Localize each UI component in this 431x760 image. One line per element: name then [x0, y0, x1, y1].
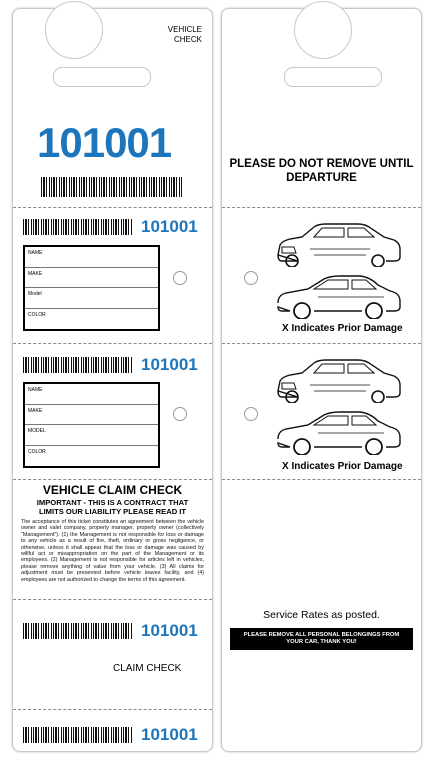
hanger-slot [284, 67, 382, 87]
perforation-line [13, 479, 212, 480]
stub-2-number: 101001 [141, 355, 198, 374]
punch-hole [173, 407, 187, 421]
vehicle-check-label: VEHICLE CHECK [167, 25, 202, 44]
belongings-notice-text: PLEASE REMOVE ALL PERSONAL BELONGINGS FROM YOUR CAR, THANK YOU! [243, 632, 400, 645]
barcode-main [41, 177, 183, 197]
perforation-line [222, 343, 421, 344]
form-label-name: NAME [28, 387, 43, 393]
vehicle-info-form-1 [23, 245, 160, 331]
punch-hole [173, 271, 187, 285]
perforation-line [222, 207, 421, 208]
back-valet-tag [221, 8, 422, 752]
perforation-line [13, 343, 212, 344]
damage-caption-2: X Indicates Prior Damage [282, 461, 403, 472]
damage-caption-1: X Indicates Prior Damage [282, 323, 403, 334]
claim-important: IMPORTANT - THIS IS A CONTRACT THAT LIMITS OUR LIABILITY PLEASE READ IT [36, 498, 189, 516]
punch-hole [244, 407, 258, 421]
stub-1-number: 101001 [141, 217, 198, 236]
perforation-line [13, 599, 212, 600]
perforation-line [13, 207, 212, 208]
ticket-number-large: 101001 [37, 119, 172, 166]
claim-check-label: CLAIM CHECK [113, 663, 182, 674]
punch-hole [244, 271, 258, 285]
perforation-line [222, 479, 421, 480]
front-valet-tag [12, 8, 213, 752]
do-not-remove-notice: PLEASE DO NOT REMOVE UNTIL DEPARTURE [229, 158, 414, 184]
form-label-model: MODEL [28, 428, 46, 434]
service-rates-text: Service Rates as posted. [263, 609, 380, 621]
stub-4-number: 101001 [141, 725, 198, 744]
belongings-notice-box [230, 628, 413, 650]
car-diagram-side-2 [274, 407, 404, 455]
claim-terms: The acceptance of this ticket constitutes an agreement between the vehicle owner and valet company, property manager, property owner (collectively "Management"). (1) the Management is not responsible for loss or damage to any vehicle as a result of fire, theft, ordinary or gross negligence, or otherwise, unless it shall appear that the loss or damage was caused by willful act or misappropriation on the part of the Management or its employees. (2) Management is not responsible for articles left in vehicles, please remove anything of value from your vehicle. (3) All claims for adjustment must be presented before vehicle leaves facility, and (4) employees are not authorized to change the terms of this agreement. [21, 519, 204, 583]
car-diagram-rear-1 [274, 219, 404, 267]
form-label-color: COLOR [28, 311, 46, 318]
form-label-make: MAKE [28, 270, 43, 277]
vehicle-info-form-2 [23, 382, 160, 468]
barcode-stub-4 [23, 727, 133, 743]
form-label-model: Model [28, 291, 42, 297]
hanger-hole [294, 1, 352, 59]
claim-title: VEHICLE CLAIM CHECK [42, 483, 183, 497]
form-label-name: NAME [28, 250, 43, 256]
form-label-color: COLOR [28, 448, 46, 455]
perforation-line [13, 709, 212, 710]
hanger-slot [53, 67, 151, 87]
barcode-stub-2 [23, 357, 133, 373]
barcode-stub-1 [23, 219, 133, 235]
stub-3-number: 101001 [141, 621, 198, 640]
car-diagram-side-1 [274, 271, 404, 319]
car-diagram-rear-2 [274, 355, 404, 403]
form-label-make: MAKE [28, 407, 43, 414]
hanger-hole [45, 1, 103, 59]
barcode-stub-3 [23, 623, 133, 639]
